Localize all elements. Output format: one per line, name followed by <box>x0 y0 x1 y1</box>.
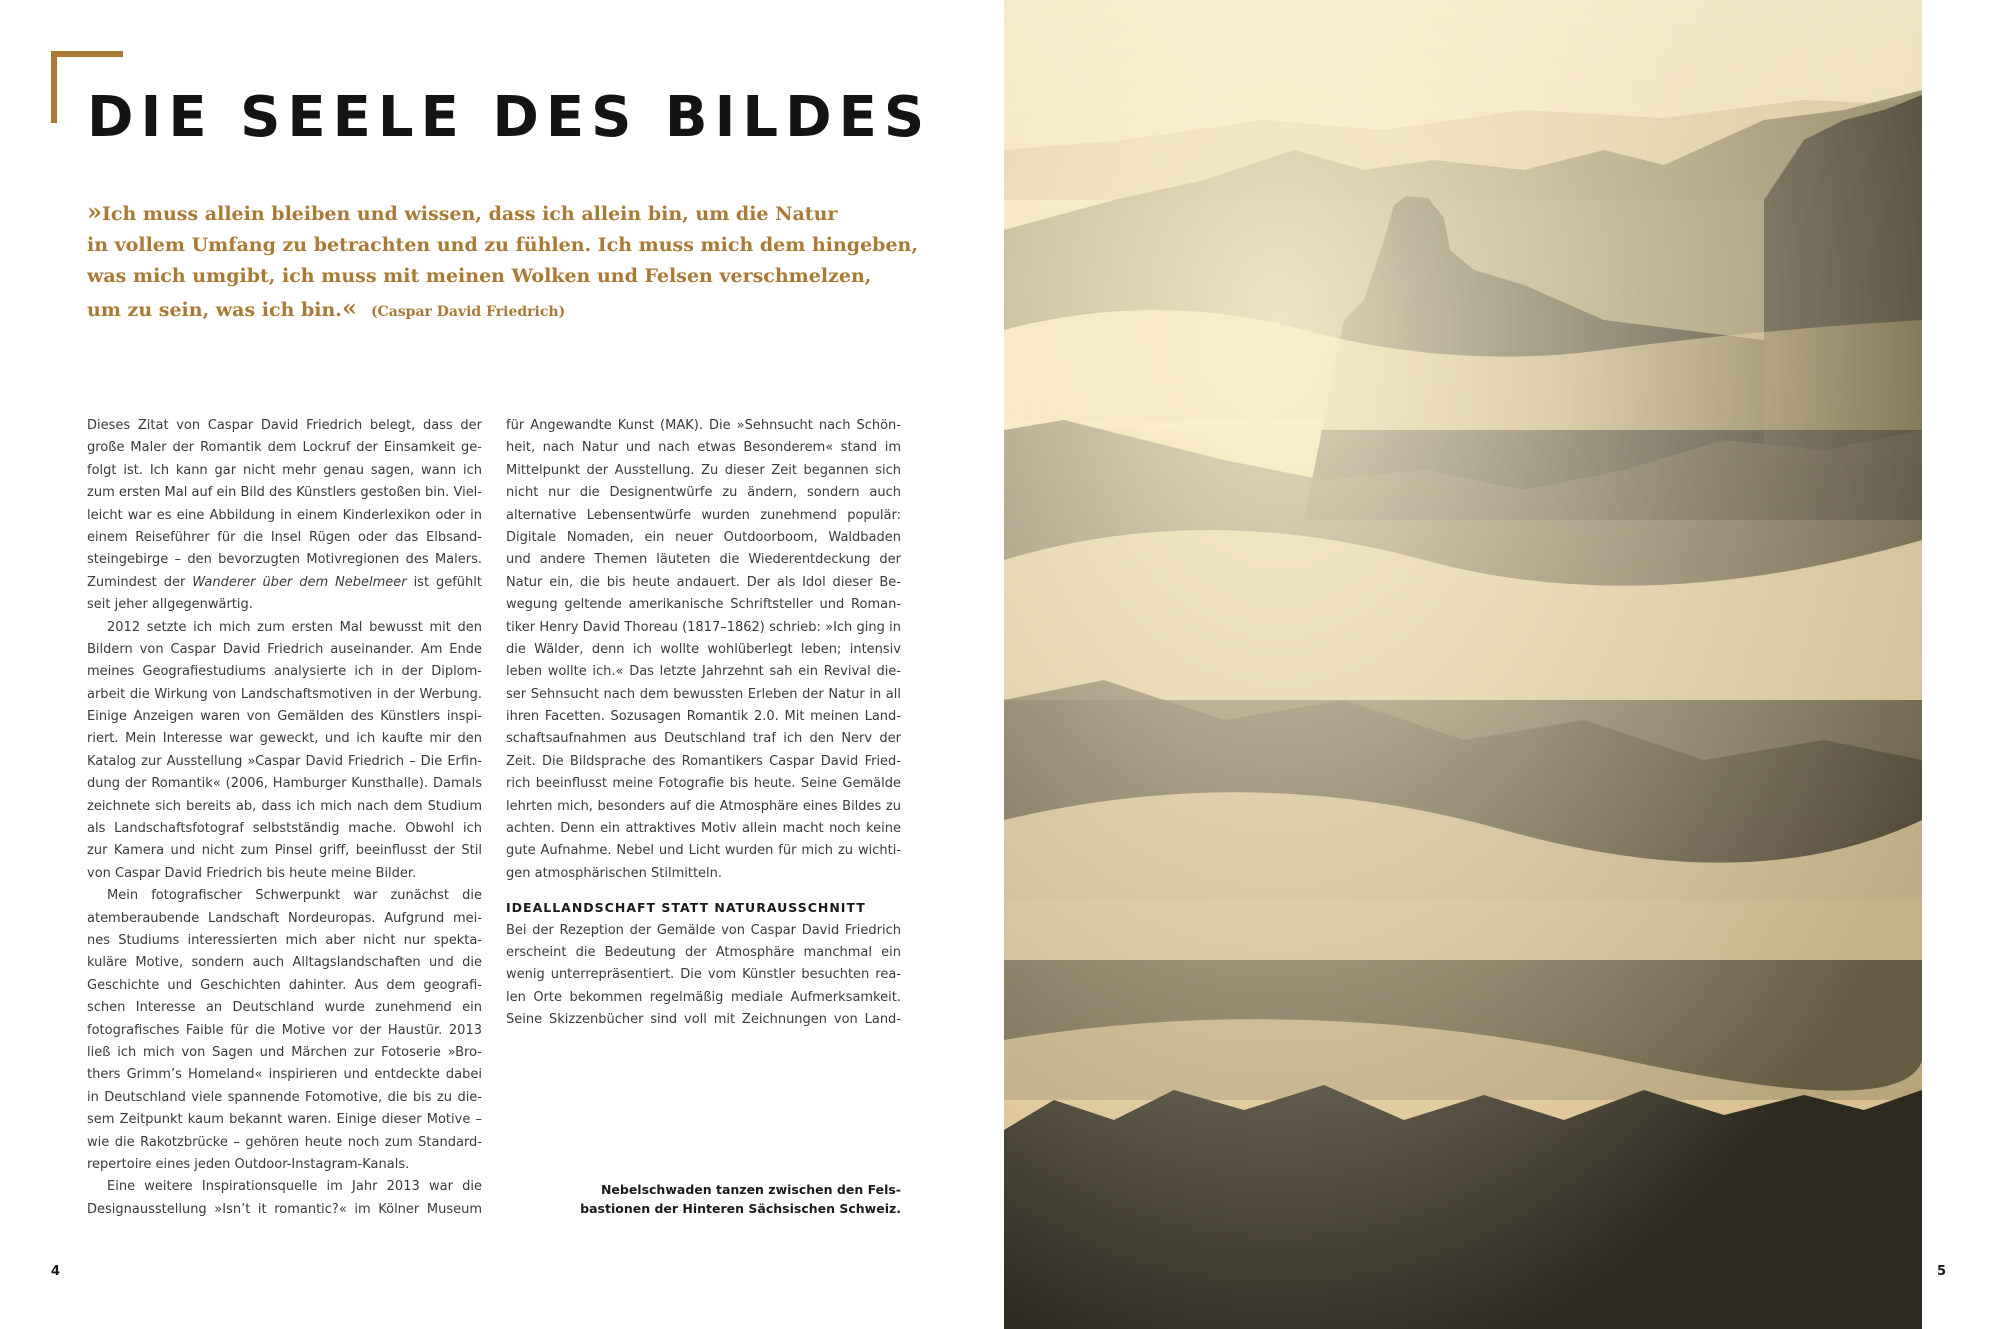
pull-quote <box>87 196 918 328</box>
text-line: Mein fotografischer Schwerpunkt war zunächst die <box>107 888 482 904</box>
page-number-left: 4 <box>51 1264 61 1279</box>
text-line: leicht war es eine Abbildung in einem Kinderlexikon oder in <box>87 507 482 523</box>
text-line: Zeit. Die Bildsprache des Romantikers Caspar David Fried- <box>506 753 901 769</box>
text-line: Digitale Nomaden, ein neuer Outdoorboom, Waldbaden <box>506 529 901 545</box>
text-line: Bei der Rezeption der Gemälde von Caspar David Friedrich <box>506 922 901 938</box>
text-line: von Caspar David Friedrich bis heute meine Bilder. <box>87 865 417 881</box>
text-line: schen Interesse an Deutschland wurde zunehmend ein <box>87 1000 482 1016</box>
text-line: thers Grimm’s Homeland« inspirieren und entdeckte dabei <box>87 1067 482 1083</box>
landscape-photo <box>1004 0 1922 1329</box>
section-subheading: IDEALLANDSCHAFT STATT NATURAUSSCHNITT <box>506 900 866 916</box>
corner-accent-vertical <box>51 51 57 123</box>
text-line: schaftsaufnahmen aus Deutschland traf ich den Nerv der <box>506 731 901 747</box>
text-line: gen atmosphärischen Stilmitteln. <box>506 865 723 881</box>
caption-line: Nebelschwaden tanzen zwischen den Fels- <box>600 1182 901 1197</box>
text-line: lehrten mich, besonders auf die Atmosphäre eines Bildes zu <box>506 798 901 814</box>
text-line: leben wollte ich.« Das letzte Jahrzehnt sah ein Revival die- <box>506 664 901 680</box>
text-line: nicht nur die Designentwürfe zu ändern, sondern auch <box>506 485 901 501</box>
photo-caption <box>506 1180 901 1218</box>
text-line: folgt ist. Ich kann gar nicht mehr genau sagen, wann ich <box>87 462 482 478</box>
text-line: Dieses Zitat von Caspar David Friedrich belegt, dass der <box>87 418 482 433</box>
text-line: sem Zeitpunkt kaum bekannt waren. Einige dieser Motive – <box>87 1112 482 1128</box>
text-line: erscheint die Bedeutung der Atmosphäre manchmal ein <box>506 944 901 960</box>
caption-line: bastionen der Hinteren Sächsischen Schweiz. <box>580 1201 901 1216</box>
text-line: Mittelpunkt der Ausstellung. Zu dieser Zeit begannen sich <box>506 462 901 478</box>
text-line: seit jeher allgegenwärtig. <box>87 597 253 613</box>
text-line: große Maler der Romantik dem Lockruf der Einsamkeit ge- <box>87 440 482 456</box>
quote-close-mark: « <box>341 293 357 322</box>
text-line: Geschichte und Geschichten dahinter. Aus dem geografi- <box>87 977 482 993</box>
text-line: die Wälder, denn ich wollte wohlüberlegt leben; intensiv <box>506 641 901 657</box>
painting-title: Wanderer über dem Nebelmeer <box>192 574 407 590</box>
misty-mountains-image <box>1004 0 1922 1329</box>
quote-line: um zu sein, was ich bin. <box>87 299 342 321</box>
text-line: Zumindest der Wanderer über dem Nebelmeer ist gefühlt <box>87 574 482 590</box>
text-line: heit, nach Natur und nach etwas Besonderem« stand im <box>506 440 901 456</box>
text-line: nes Studiums interessierten mich aber nicht nur spekta- <box>87 932 482 948</box>
body-column-2 <box>506 415 901 1032</box>
text-line: repertoire eines jeden Outdoor-Instagram-Kanals. <box>87 1156 410 1172</box>
text-line: Eine weitere Inspirationsquelle im Jahr 2013 war die <box>107 1179 482 1195</box>
text-line: achten. Denn ein attraktives Motiv allein macht noch keine <box>506 821 901 837</box>
quote-line: was mich umgibt, ich muss mit meinen Wolken und Felsen verschmelzen, <box>87 265 872 287</box>
text-line: 2012 setzte ich mich zum ersten Mal bewusst mit den <box>107 619 482 635</box>
text-line: wie die Rakotzbrücke – gehören heute noch zum Standard- <box>87 1134 482 1150</box>
text-line: riert. Mein Interesse war geweckt, und ich kaufte mir den <box>87 731 482 747</box>
text-line: Einige Anzeigen waren von Gemälden des Künstlers inspi- <box>87 709 482 725</box>
text-line: zeichnete sich bereits ab, dass ich mich nach dem Studium <box>87 798 482 814</box>
text-line: Designausstellung »Isn’t it romantic?« im Kölner Museum <box>87 1201 482 1217</box>
text-line: ihren Facetten. Sozusagen Romantik 2.0. Mit meinen Land- <box>506 709 901 725</box>
text-line: zum ersten Mal auf ein Bild des Künstlers gestoßen bin. Viel- <box>87 485 482 501</box>
text-line: Bildern von Caspar David Friedrich auseinander. Am Ende <box>87 641 482 657</box>
text-line: Seine Skizzenbücher sind voll mit Zeichnungen von Land- <box>506 1012 901 1028</box>
quote-open-mark: » <box>87 197 102 226</box>
text-line: und andere Themen läuteten die Wiederentdeckung der <box>506 552 901 568</box>
quote-attribution: (Caspar David Friedrich) <box>370 304 566 320</box>
text-line: atemberaubende Landschaft Nordeuropas. Aufgrund mei- <box>87 910 482 926</box>
text-line: meines Geografiestudiums analysierte ich in der Diplom- <box>87 664 482 680</box>
quote-line: Ich muss allein bleiben und wissen, dass ich allein bin, um die Natur <box>102 203 838 225</box>
text-line: in Deutschland viele spannende Fotomotive, die bis zu die- <box>87 1089 482 1105</box>
text-line: dung der Romantik« (2006, Hamburger Kunsthalle). Damals <box>87 776 482 792</box>
page-title: DIE SEELE DES BILDES <box>87 85 932 150</box>
text-line: rich beeinflusst meine Fotografie bis heute. Seine Gemälde <box>506 776 901 792</box>
quote-line: in vollem Umfang zu betrachten und zu fühlen. Ich muss mich dem hingeben, <box>87 234 918 256</box>
text-line: zur Kamera und nicht zum Pinsel griff, beeinflusst der Stil <box>87 843 482 859</box>
text-line: einem Reiseführer für die Insel Rügen oder das Elbsand- <box>87 529 482 545</box>
text-line: tiker Henry David Thoreau (1817–1862) schrieb: »Ich ging in <box>506 619 901 635</box>
page-number-right: 5 <box>1937 1264 1947 1279</box>
text-line: Katalog zur Ausstellung »Caspar David Friedrich – Die Erfin- <box>87 753 482 769</box>
text-line: fotografisches Faible für die Motive vor der Haustür. 2013 <box>87 1022 482 1038</box>
body-column-1 <box>87 415 482 1221</box>
text-line: ließ ich mich von Sagen und Märchen zur Fotoserie »Bro- <box>87 1044 482 1060</box>
text-line: für Angewandte Kunst (MAK). Die »Sehnsucht nach Schön- <box>506 418 901 433</box>
text-line: alternative Lebensentwürfe wurden zunehmend populär: <box>506 507 901 523</box>
text-line: gute Aufnahme. Nebel und Licht wurden für mich zu wichti- <box>506 843 901 859</box>
corner-accent-horizontal <box>51 51 123 57</box>
text-line: steingebirge – den bevorzugten Motivregionen des Malers. <box>87 552 482 568</box>
text-line: kuläre Motive, sondern auch Alltagslandschaften und die <box>87 955 482 971</box>
text-line: len Orte bekommen regelmäßig mediale Aufmerksamkeit. <box>506 989 901 1005</box>
text-line: arbeit die Wirkung von Landschaftsmotiven in der Werbung. <box>87 686 482 702</box>
text-line: als Landschaftsfotograf selbstständig mache. Obwohl ich <box>87 821 482 837</box>
text-line: Natur ein, die bis heute andauert. Der als Idol dieser Be- <box>506 574 901 590</box>
text-line: wegung geltende amerikanische Schriftsteller und Roman- <box>506 597 901 613</box>
text-line: ser Sehnsucht nach dem bewussten Erleben der Natur in all <box>506 686 901 702</box>
text-line: wenig unterrepräsentiert. Die vom Künstler besuchten rea- <box>506 967 901 983</box>
